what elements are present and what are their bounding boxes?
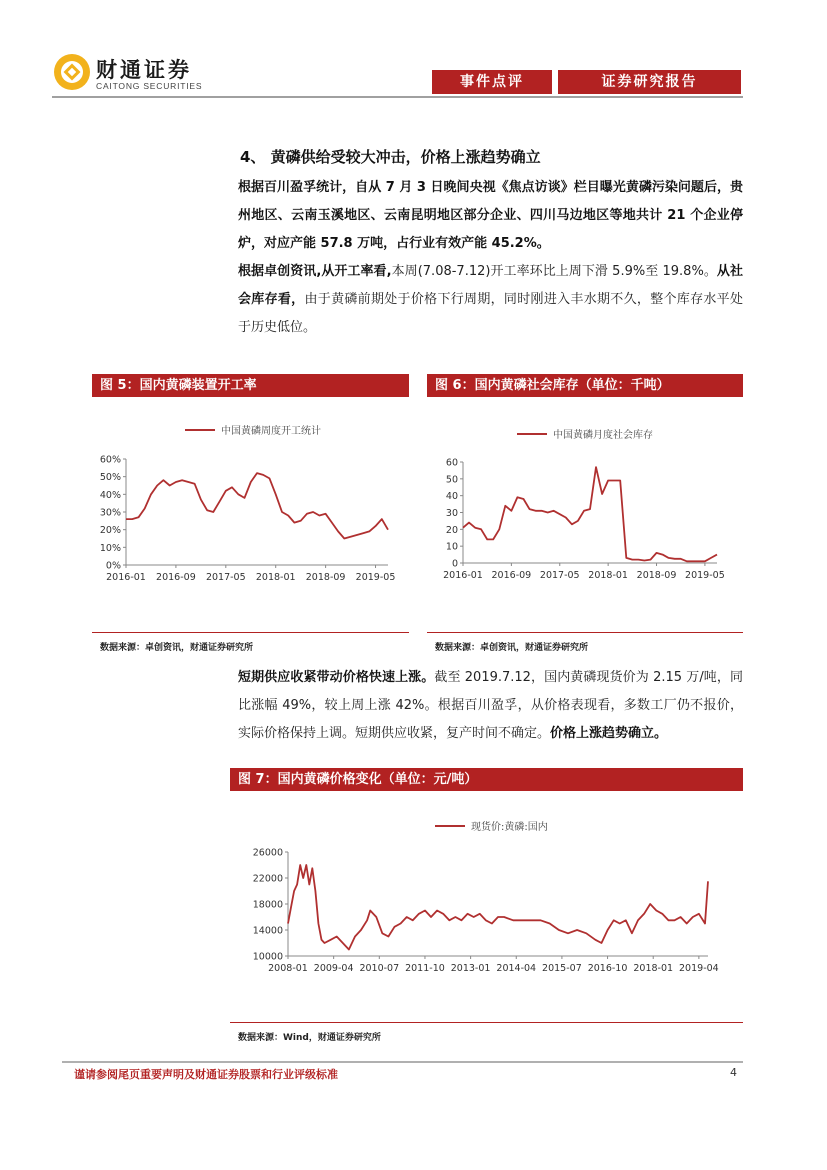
x-tick-label: 2018-01 — [588, 570, 628, 581]
x-tick-label: 2016-01 — [106, 572, 146, 583]
chart-svg — [230, 794, 743, 994]
paragraph-3-lead: 短期供应收紧带动价格快速上涨。 — [238, 670, 435, 685]
logo-chinese-name: 财通证券 — [96, 57, 192, 82]
y-tick-label: 50 — [445, 474, 458, 486]
figure-5-title: 图 5：国内黄磷装置开工率 — [92, 374, 409, 397]
paragraph-3-tail: 价格上涨趋势确立。 — [550, 726, 668, 741]
x-tick-label: 2019-05 — [355, 572, 396, 583]
figure-6-chart — [427, 400, 743, 600]
paragraph-2-text: 本周(7.08-7.12)开工率环比上周下滑 5.9%至 19.8%。 — [391, 264, 717, 279]
paragraph-1: 根据百川盈孚统计，自从 7 月 3 日晚间央视《焦点访谈》栏目曝光黄磷污染问题后，贵州地区、云南玉溪地区、云南昆明地区部分企业、四川马边地区等地共计 21 个企业停炉，对应产能 57.8 万吨，占行业有效产能 45.2%。 — [238, 180, 743, 251]
x-tick-label: 2016-10 — [587, 963, 628, 974]
series-line — [288, 865, 708, 950]
x-tick-label: 2018-01 — [633, 963, 674, 974]
legend-label: 中国黄磷月度社会库存 — [553, 430, 653, 441]
legend-label: 现货价:黄磷:国内 — [471, 822, 548, 833]
y-tick-label: 0 — [451, 558, 458, 570]
y-tick-label: 50% — [99, 472, 121, 484]
y-tick-label: 40 — [445, 491, 458, 503]
y-tick-label: 20% — [99, 525, 121, 537]
y-tick-label: 60% — [99, 454, 121, 466]
legend-label: 中国黄磷周度开工统计 — [221, 426, 321, 437]
x-tick-label: 2017-05 — [539, 570, 580, 581]
x-tick-label: 2016-09 — [156, 572, 196, 583]
footer-divider — [62, 1061, 743, 1063]
x-tick-label: 2017-05 — [205, 572, 246, 583]
figure-6-title: 图 6：国内黄磷社会库存（单位：千吨） — [427, 374, 743, 397]
y-tick-label: 40% — [99, 489, 121, 501]
y-tick-label: 0% — [105, 560, 121, 572]
paragraph-2-lead: 根据卓创资讯,从开工率看, — [238, 264, 392, 279]
x-tick-label: 2018-09 — [636, 570, 677, 581]
series-line — [463, 467, 717, 561]
figure-7-chart — [230, 794, 743, 994]
figure-7-source: 数据来源：Wind，财通证券研究所 — [238, 1033, 381, 1043]
paragraph-2-text2: 由于黄磷前期处于价格下行周期，同时刚进入丰水期不久，整个库存水平处于历史低位。 — [238, 292, 743, 335]
series-line — [126, 473, 388, 538]
paragraph-2-lead2: 从社会库存看， — [238, 264, 743, 307]
paragraph-3-text: 截至 2019.7.12，国内黄磷现货价为 2.15 万/吨，同比涨幅 49%，较上周上涨 42%。根据百川盈孚，从价格表现看，多数工厂仍不报价，实际价格保持上调。短期供应收紧，复产时间不确定。 — [238, 670, 743, 741]
report-category-tag: 证券研究报告 — [558, 70, 741, 94]
x-tick-label: 2015-07 — [542, 963, 582, 974]
y-tick-label: 10000 — [252, 951, 283, 963]
y-tick-label: 22000 — [252, 873, 283, 885]
section-title: 4、 黄磷供给受较大冲击，价格上涨趋势确立 — [240, 148, 541, 166]
x-tick-label: 2018-01 — [255, 572, 296, 583]
y-tick-label: 60 — [445, 457, 458, 469]
figure-5-chart — [92, 400, 409, 600]
footer-disclaimer: 谨请参阅尾页重要声明及财通证券股票和行业评级标准 — [74, 1068, 338, 1081]
x-tick-label: 2016-01 — [443, 570, 483, 581]
x-tick-label: 2013-01 — [450, 963, 491, 974]
x-tick-label: 2019-05 — [685, 570, 725, 581]
figure-6-bottom-rule — [427, 632, 743, 633]
chart-svg — [92, 400, 409, 600]
figure-7-title: 图 7：国内黄磷价格变化（单位：元/吨） — [230, 768, 743, 791]
page-number: 4 — [730, 1066, 737, 1079]
figure-7-bottom-rule — [230, 1022, 743, 1023]
header-divider — [52, 96, 743, 98]
y-tick-label: 18000 — [252, 899, 283, 911]
y-tick-label: 26000 — [252, 847, 283, 859]
paragraph-2 — [238, 258, 743, 342]
x-tick-label: 2009-04 — [313, 963, 354, 974]
y-tick-label: 20 — [445, 524, 458, 536]
x-tick-label: 2014-04 — [496, 963, 537, 974]
x-tick-label: 2018-09 — [305, 572, 346, 583]
x-tick-label: 2010-07 — [359, 963, 400, 974]
paragraph-3 — [238, 664, 743, 748]
y-tick-label: 30% — [99, 507, 121, 519]
x-tick-label: 2019-04 — [679, 963, 719, 974]
company-logo — [52, 52, 222, 94]
chart-svg — [427, 400, 743, 600]
x-tick-label: 2008-01 — [268, 963, 308, 974]
logo-english-name: CAITONG SECURITIES — [96, 81, 203, 91]
y-tick-label: 14000 — [252, 925, 283, 937]
y-tick-label: 30 — [445, 508, 458, 519]
figure-5-source: 数据来源：卓创资讯，财通证券研究所 — [100, 643, 254, 653]
y-tick-label: 10% — [99, 542, 121, 554]
y-tick-label: 10 — [445, 541, 458, 553]
figure-6-source: 数据来源：卓创资讯，财通证券研究所 — [435, 643, 589, 653]
x-tick-label: 2016-09 — [491, 570, 532, 581]
report-type-tag: 事件点评 — [432, 70, 552, 94]
figure-5-bottom-rule — [92, 632, 409, 633]
x-tick-label: 2011-10 — [405, 963, 445, 974]
caitong-logo-icon — [52, 52, 92, 92]
